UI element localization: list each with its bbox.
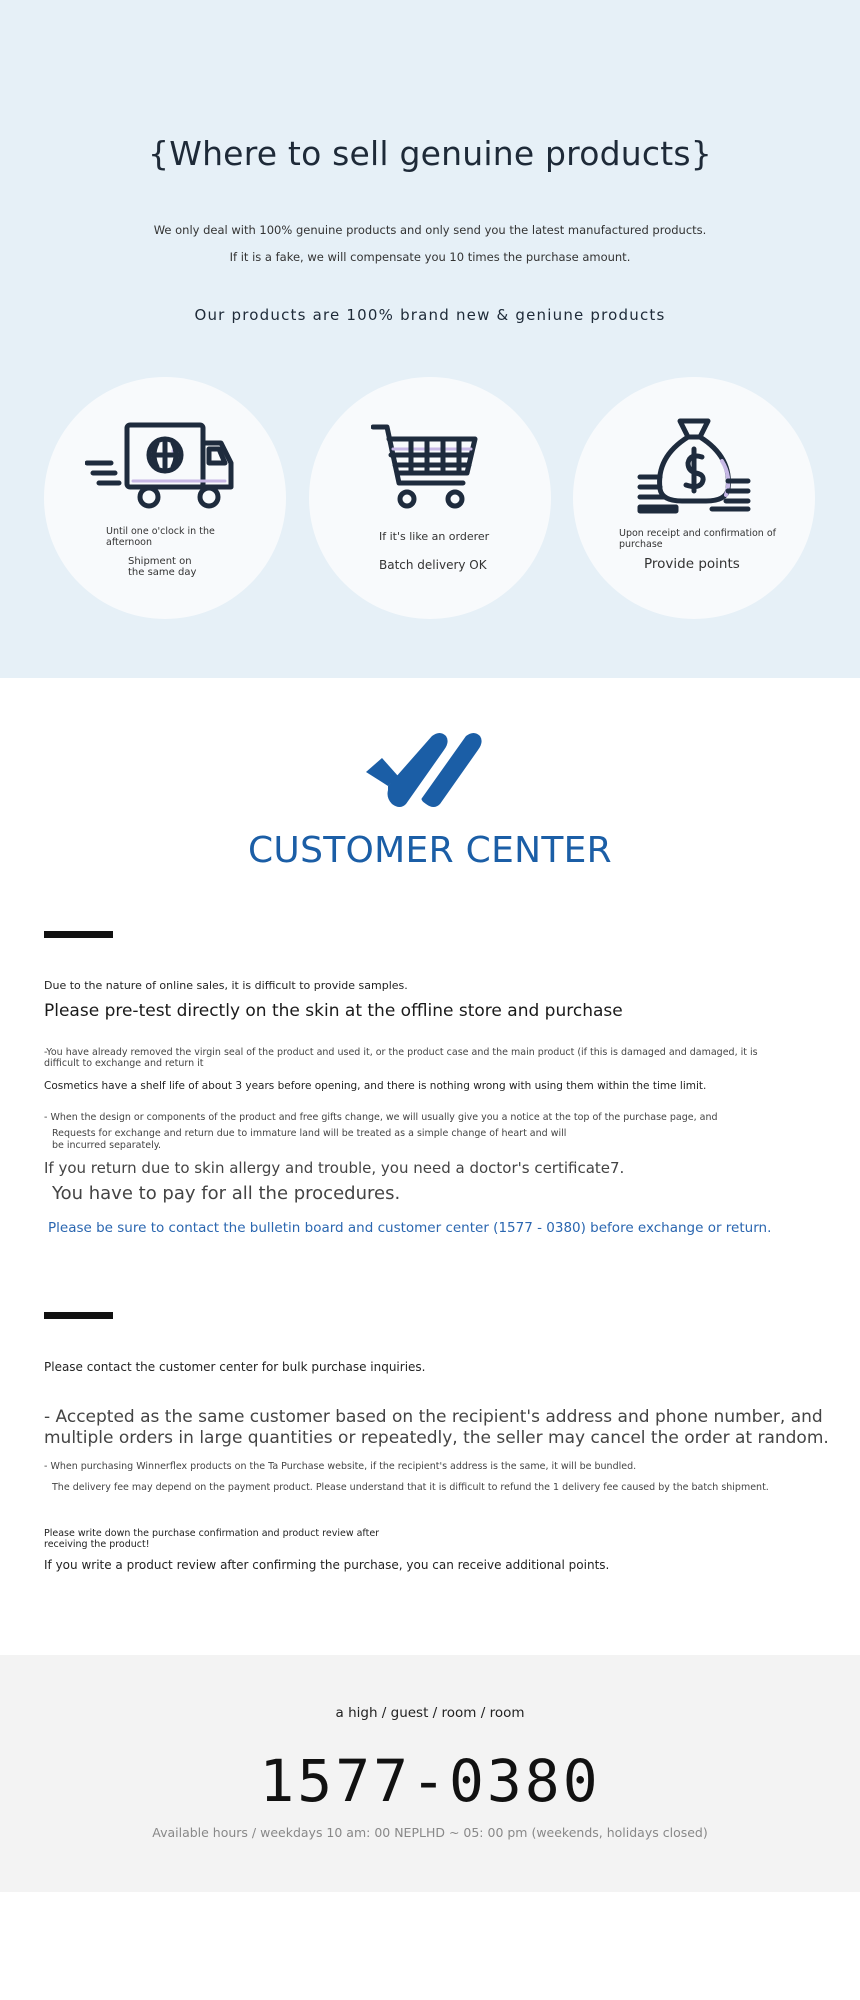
exchange-note: Due to the nature of online sales, it is difficult to provide samples. bbox=[44, 979, 408, 992]
feature-small-text: Upon receipt and confirmation of purchase bbox=[619, 528, 776, 550]
review-points: If you write a product review after confirming the purchase, you can receive additional points. bbox=[44, 1558, 610, 1572]
contact-hours: Available hours / weekdays 10 am: 00 NEPLHD ~ 05: 00 pm (weekends, holidays closed) bbox=[152, 1825, 708, 1840]
section-divider bbox=[44, 931, 113, 938]
feature-small-text: If it's like an orderer bbox=[379, 530, 490, 543]
feature-same-day-shipment bbox=[44, 377, 286, 619]
feature-batch-delivery bbox=[309, 377, 551, 619]
bulk-heading-line-2: multiple orders in large quantities or repeatedly, the seller may cancel the order at random. bbox=[44, 1428, 829, 1448]
bulk-note: Please contact the customer center for bulk purchase inquiries. bbox=[44, 1360, 426, 1374]
intro-subtitle: Our products are 100% brand new & geniune products bbox=[194, 306, 666, 324]
intro-line-1: We only deal with 100% genuine products and only send you the latest manufactured products. bbox=[153, 223, 707, 237]
exchange-item-4: Requests for exchange and return due to immature land will be treated as a simple change of heart and will be incurred separately. bbox=[52, 1128, 567, 1151]
exchange-item-6: You have to pay for all the procedures. bbox=[52, 1183, 401, 1204]
money-bag-icon bbox=[636, 417, 752, 515]
customer-center-title: CUSTOMER CENTER bbox=[248, 830, 612, 871]
section-divider bbox=[44, 1312, 113, 1319]
contact-label: a high / guest / room / room bbox=[335, 1705, 525, 1721]
exchange-item-2: Cosmetics have a shelf life of about 3 years before opening, and there is nothing wrong with using them within the time limit. bbox=[44, 1080, 707, 1092]
feature-big-text: Shipment on the same day bbox=[128, 556, 197, 578]
exchange-item-3: - When the design or components of the product and free gifts change, we will usually give you a notice at the top of the purchase page, and bbox=[44, 1112, 718, 1123]
shopping-cart-icon bbox=[371, 423, 481, 513]
feature-provide-points bbox=[573, 377, 815, 619]
review-note: Please write down the purchase confirmation and product review after receiving the product! bbox=[44, 1528, 380, 1550]
bulk-item-2: The delivery fee may depend on the payment product. Please understand that it is difficult to refund the 1 delivery fee caused by the batch shipment. bbox=[52, 1482, 769, 1493]
delivery-truck-icon bbox=[85, 421, 235, 517]
feature-small-text: Until one o'clock in the afternoon bbox=[106, 526, 215, 548]
contact-section bbox=[0, 1655, 860, 1892]
contact-phone-number[interactable]: 1577-0380 bbox=[259, 1747, 601, 1815]
exchange-item-5: If you return due to skin allergy and trouble, you need a doctor's certificate7. bbox=[44, 1159, 625, 1177]
customer-center-logo bbox=[360, 728, 500, 810]
exchange-contact-link[interactable]: Please be sure to contact the bulletin board and customer center (1577 - 0380) before exchange or return. bbox=[48, 1220, 772, 1236]
section-title: {Where to sell genuine products} bbox=[148, 134, 712, 173]
bulk-heading-line-1: - Accepted as the same customer based on the recipient's address and phone number, and bbox=[44, 1407, 823, 1427]
exchange-item-1: -You have already removed the virgin seal of the product and used it, or the product case and the main product (if this is damaged and damaged, it is difficult to exchange and return it bbox=[44, 1047, 758, 1069]
feature-big-text: Provide points bbox=[644, 556, 740, 572]
bulk-item-1: - When purchasing Winnerflex products on the Ta Purchase website, if the recipient's address is the same, it will be bundled. bbox=[44, 1461, 637, 1472]
genuine-products-section bbox=[0, 0, 860, 678]
feature-big-text: Batch delivery OK bbox=[379, 558, 487, 572]
exchange-heading: Please pre-test directly on the skin at the offline store and purchase bbox=[44, 1001, 623, 1021]
intro-line-2: If it is a fake, we will compensate you 10 times the purchase amount. bbox=[229, 250, 631, 264]
